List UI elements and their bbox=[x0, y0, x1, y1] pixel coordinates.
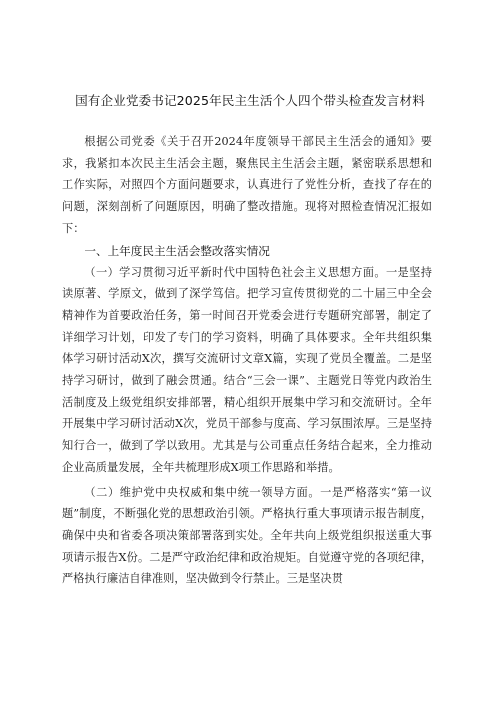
body-paragraph: （二）维护党中央权威和集中统一领导方面。一是严格落实“第一议题”制度，不断强化党的思想政治引领。严格执行重大事项请示报告制度，确保中央和省委各项决策部署落到实处。全年共向上级党组织报送重大事项请示报告X份。二是严守政治纪律和政治规矩。自觉遵守党的各项纪律，严格执行廉洁自律准则，坚决做到令行禁止。三是坚决贯 bbox=[62, 485, 432, 586]
section-heading: 一、上年度民主生活会整改落实情况 bbox=[84, 243, 270, 258]
body-paragraph: （一）学习贯彻习近平新时代中国特色社会主义思想方面。一是坚持读原著、学原文，做到了深学笃信。把学习宣传贯彻党的二十届三中全会精神作为首要政治任务，第一时间召开党委会进行专题研究部署，制定了详细学习计划，印发了专门的学习资料，明确了具体要求。全年共组织集体学习研讨活动X次，撰写交流研讨文章X篇，实现了党员全覆盖。二是坚持学习研讨，做到了融会贯通。结合“三会一课”、主题党日等党内政治生活制度及上级党组织安排部署，精心组织开展集中学习和交流研讨。全年开展集中学习研讨活动X次，党员干部参与度高、学习氛围浓厚。三是坚持知行合一，做到了学以致用。尤其是与公司重点任务结合起来，全力推动企业高质量发展，全年共梳理形成X项工作思路和举措。 bbox=[62, 265, 432, 474]
document-body bbox=[62, 131, 432, 590]
intro-paragraph: 根据公司党委《关于召开2024年度领导干部民主生活会的通知》要求，我紧扣本次民主生活会主题，聚焦民主生活会主题，紧密联系思想和工作实际，对照四个方面问题要求，认真进行了党性分析，查找了存在的问题，深刻剖析了问题原因，明确了整改措施。现将对照检查情况汇报如下： bbox=[62, 135, 432, 235]
document-title: 国有企业党委书记2025年民主生活个人四个带头检查发言材料 bbox=[75, 93, 425, 108]
